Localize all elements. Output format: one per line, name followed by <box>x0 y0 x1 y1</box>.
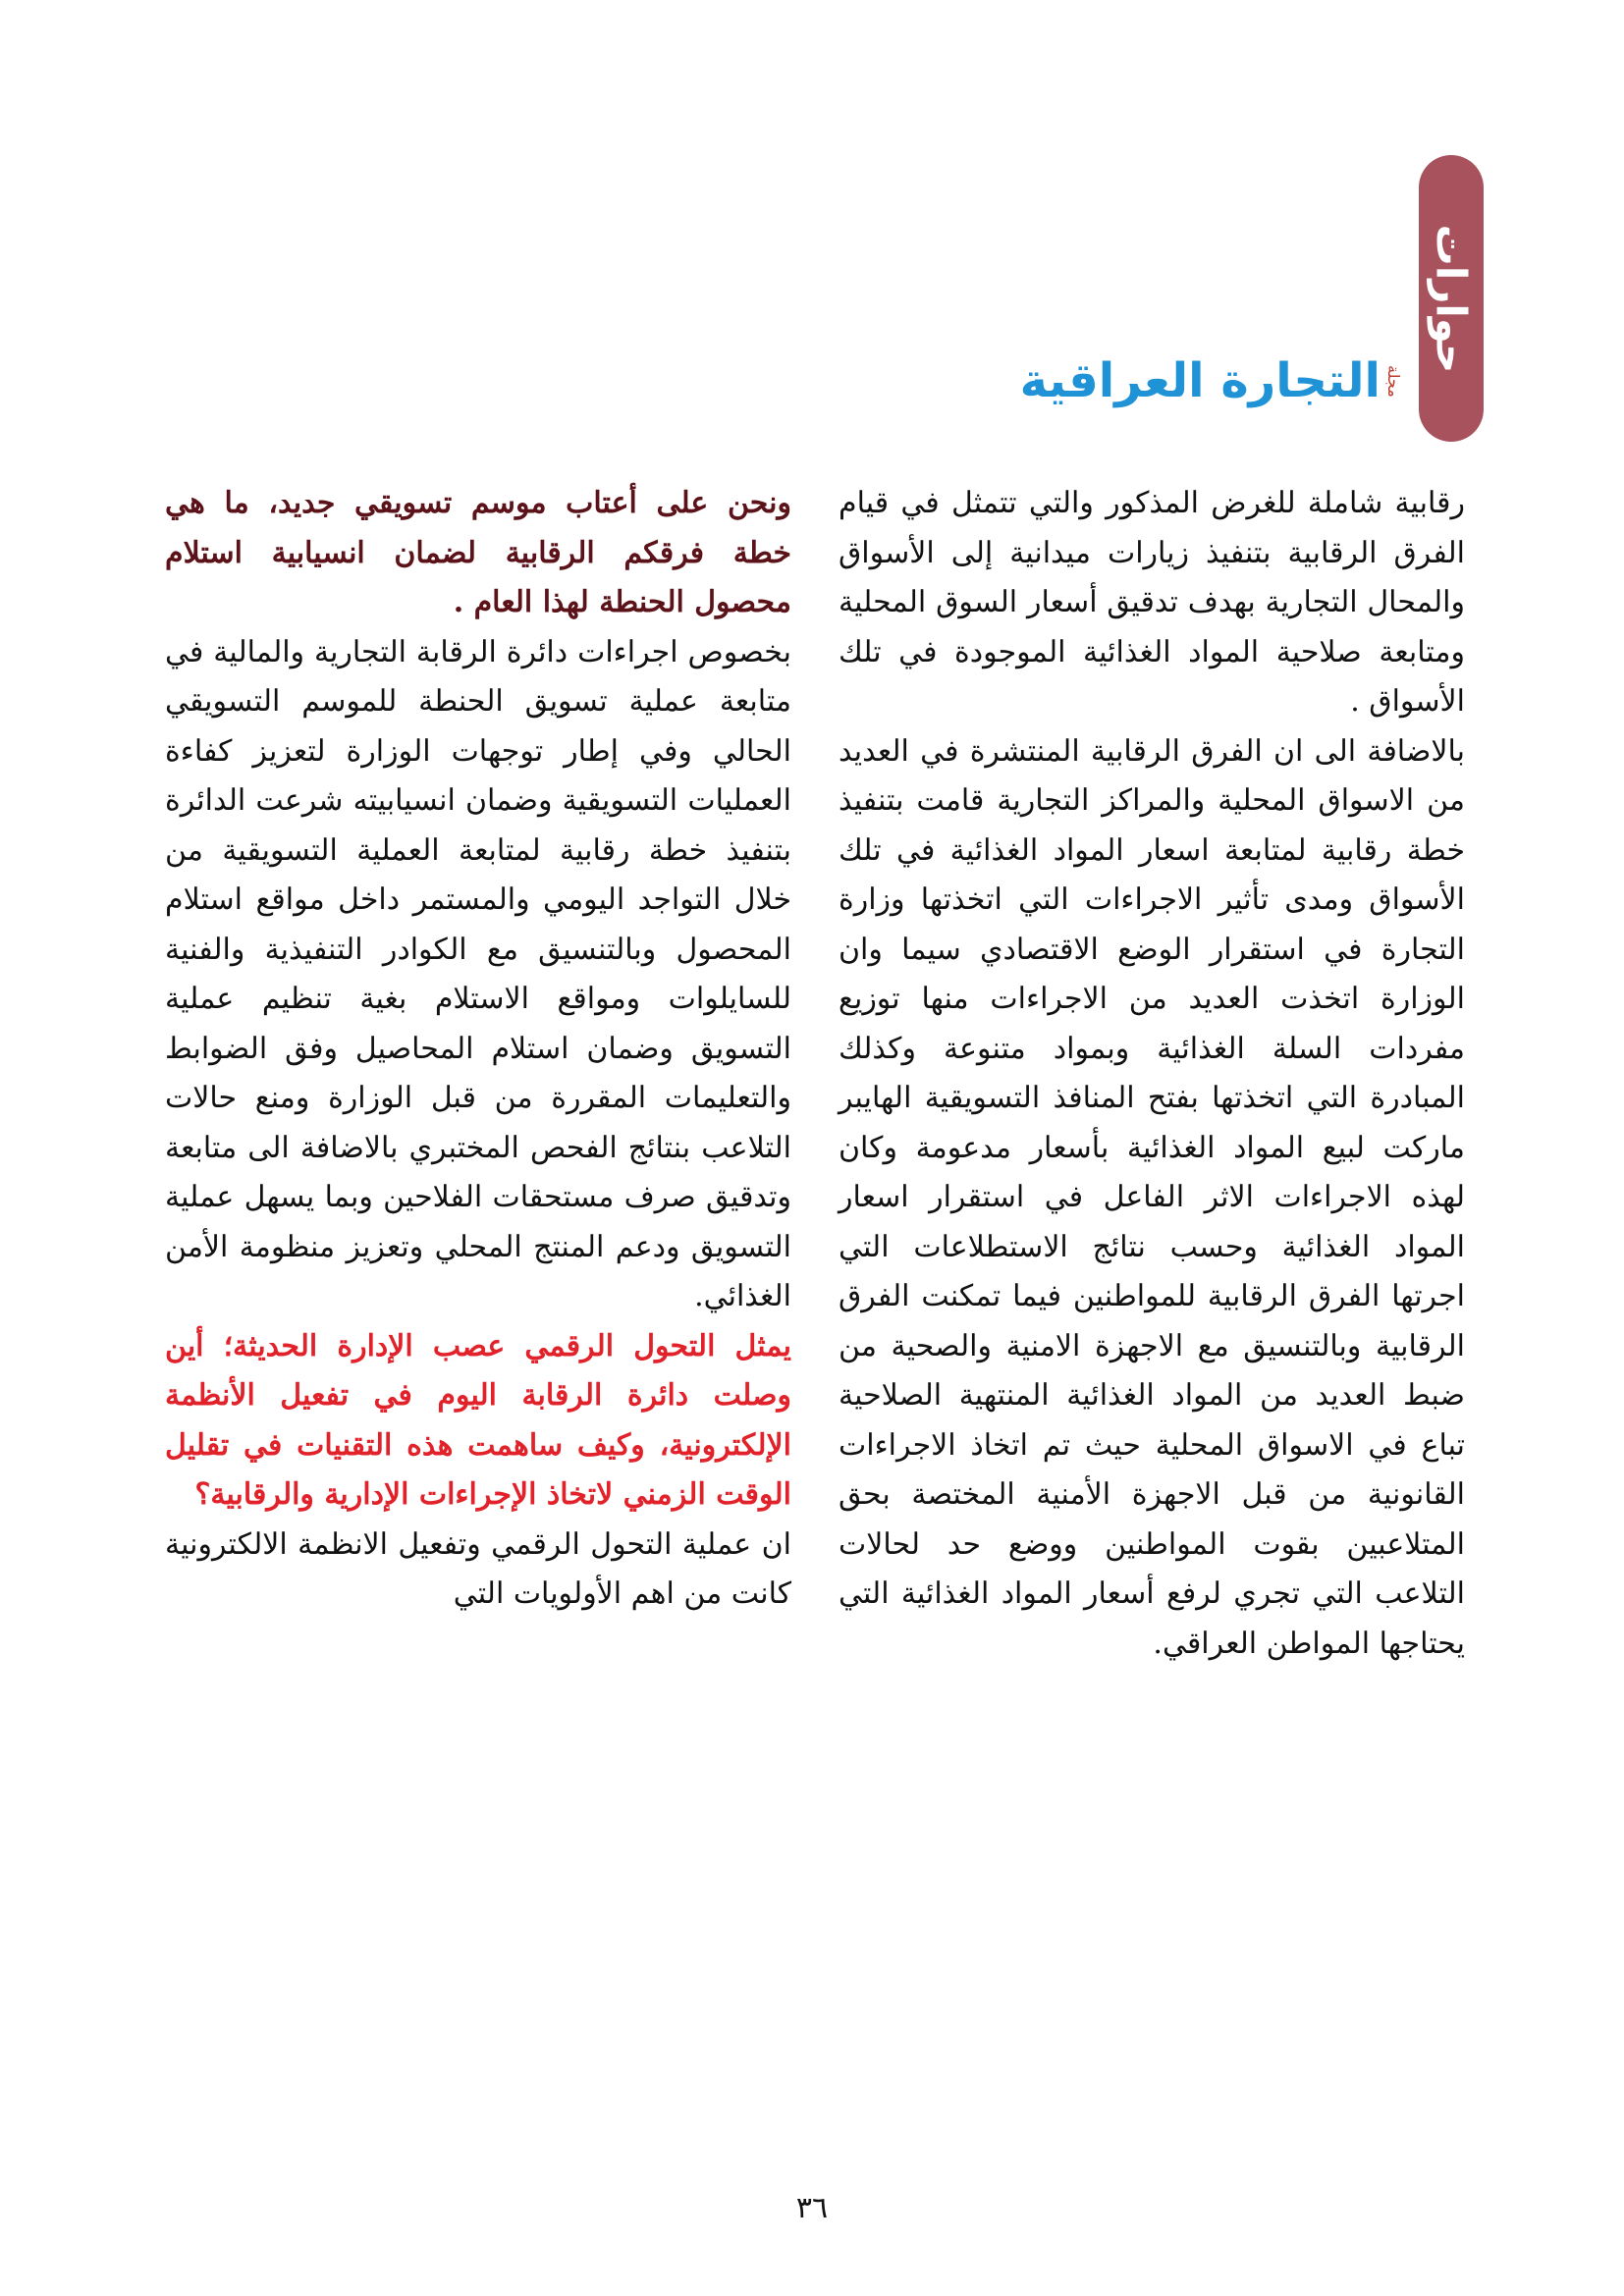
section-tab <box>1419 155 1484 442</box>
interview-answer: بخصوص اجراءات دائرة الرقابة التجارية والمالية في متابعة عملية تسويق الحنطة للموسم التسويقي الحالي وفي إطار توجهات الوزارة لتعزيز كفاءة العمليات التسويقية وضمان انسيابيته شرعت الدائرة بتنفيذ خطة رقابية لمتابعة العملية التسويقية من خلال التواجد اليومي والمستمر داخل مواقع استلام المحصول وبالتنسيق مع الكوادر التنفيذية والفنية للسايلوات ومواقع الاستلام بغية تنظيم عملية التسويق وضمان استلام المحاصيل وفق الضوابط والتعليمات المقررة من قبل الوزارة ومنع حالات التلاعب بنتائج الفحص المختبري بالاضافة الى متابعة وتدقيق صرف مستحقات الفلاحين وبما يسهل عملية التسويق ودعم المنتج المحلي وتعزيز منظومة الأمن الغذائي. <box>165 634 791 1313</box>
interview-answer: ان عملية التحول الرقمي وتفعيل الانظمة الالكترونية كانت من اهم الأولويات التي <box>165 1526 791 1611</box>
paragraph: رقابية شاملة للغرض المذكور والتي تتمثل في قيام الفرق الرقابية بتنفيذ زيارات ميدانية إلى الأسواق والمحال التجارية بهدف تدقيق أسعار السوق المحلية ومتابعة صلاحية المواد الغذائية الموجودة في تلك الأسواق . <box>839 486 1465 719</box>
interview-question: ونحن على أعتاب موسم تسويقي جديد، ما هي خطة فرقكم الرقابية لضمان انسيابية استلام محصول الحنطة لهذا العام . <box>165 486 791 619</box>
logo-small-text: مجلة <box>1384 364 1403 398</box>
magazine-logo <box>1020 353 1403 408</box>
interview-question: يمثل التحول الرقمي عصب الإدارة الحديثة؛ أين وصلت دائرة الرقابة اليوم في تفعيل الأنظمة الإلكترونية، وكيف ساهمت هذه التقنيات في تقليل الوقت الزمني لاتخاذ الإجراءات الإدارية والرقابية؟ <box>165 1328 791 1512</box>
section-label: حوارات <box>1427 224 1476 373</box>
article-column-left <box>165 479 791 1620</box>
page-number: ٣٦ <box>795 2191 829 2225</box>
article-column-right <box>839 479 1465 1669</box>
logo-main-text: التجارة العراقية <box>1019 353 1380 408</box>
paragraph: بالاضافة الى ان الفرق الرقابية المنتشرة في العديد من الاسواق المحلية والمراكز التجارية قامت بتنفيذ خطة رقابية لمتابعة اسعار المواد الغذائية في تلك الأسواق ومدى تأثير الاجراءات التي اتخذتها وزارة التجارة في استقرار الوضع الاقتصادي سيما وان الوزارة اتخذت العديد من الاجراءات منها توزيع مفردات السلة الغذائية وبمواد متنوعة وكذلك المبادرة التي اتخذتها بفتح المنافذ التسويقية الهايبر ماركت لبيع المواد الغذائية بأسعار مدعومة وكان لهذه الاجراءات الاثر الفاعل في استقرار اسعار المواد الغذائية وحسب نتائج الاستطلاعات التي اجرتها الفرق الرقابية للمواطنين فيما تمكنت الفرق الرقابية وبالتنسيق مع الاجهزة الامنية والصحية من ضبط العديد من المواد الغذائية المنتهية الصلاحية تباع في الاسواق المحلية حيث تم اتخاذ الاجراءات القانونية من قبل الاجهزة الأمنية المختصة بحق المتلاعبين بقوت المواطنين ووضع حد لحالات التلاعب التي تجري لرفع أسعار المواد الغذائية التي يحتاجها المواطن العراقي. <box>839 733 1465 1661</box>
